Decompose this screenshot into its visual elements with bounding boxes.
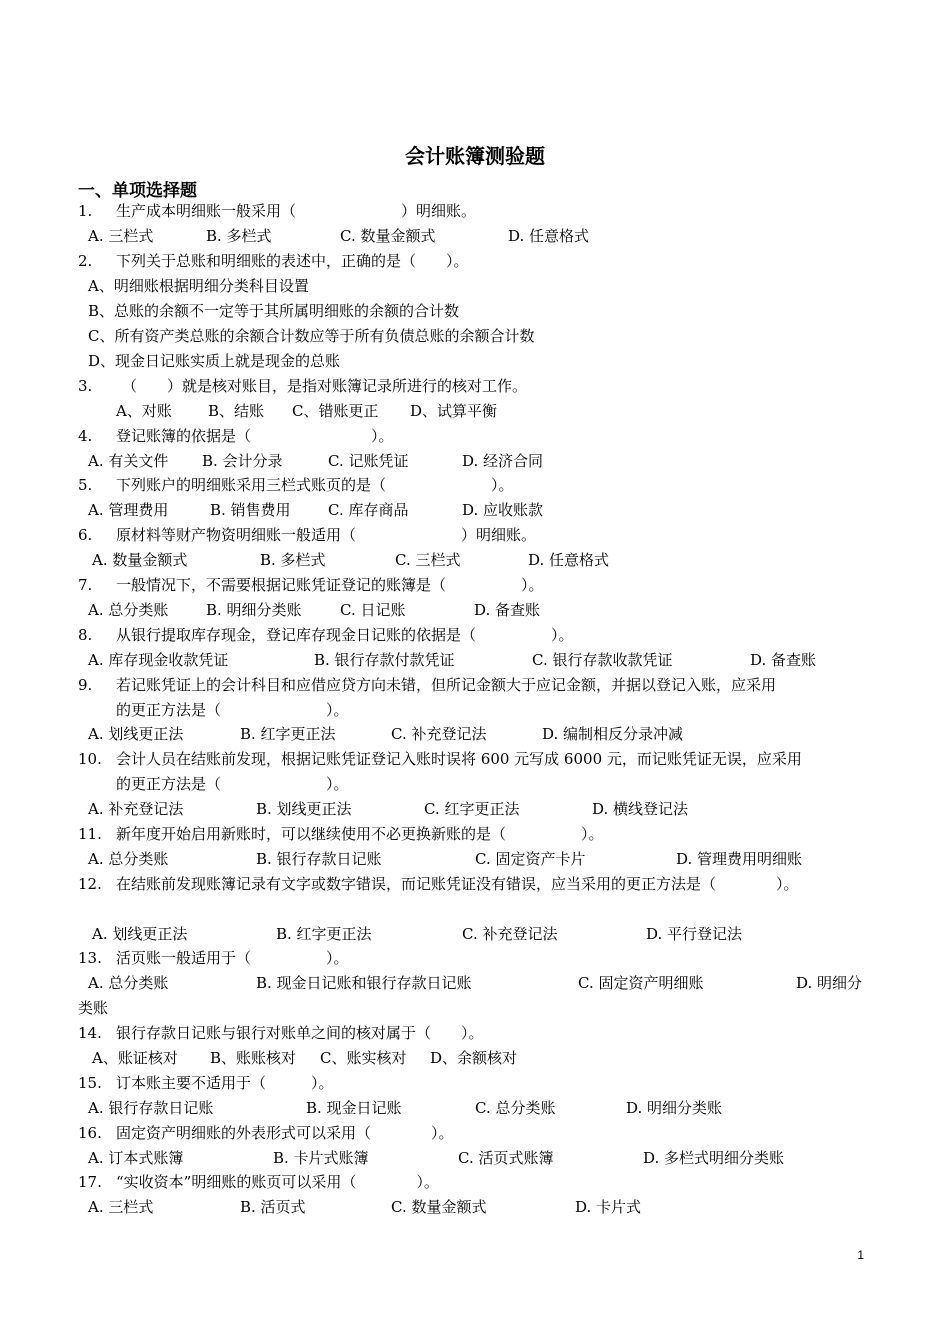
option-d: D. 编制相反分录冲减 (542, 725, 684, 743)
option-c: C. 总分类账 (475, 1099, 556, 1117)
question-number: 11. (78, 825, 102, 843)
option-d: D. 多栏式明细分类账 (643, 1149, 785, 1167)
option-c: C、账实核对 (320, 1049, 407, 1067)
option-d: D. 备查账 (750, 651, 817, 669)
option-a: A、账证核对 (92, 1049, 178, 1067)
question-number: 5. (78, 476, 93, 494)
option-a: A. 三栏式 (88, 1198, 154, 1216)
option-b: B. 现金日记账和银行存款日记账 (256, 974, 472, 992)
option-d: D. 备查账 (474, 601, 541, 619)
page-number: 1 (857, 1248, 864, 1262)
option-a: A. 有关文件 (88, 452, 169, 470)
option-a: A、对账 (116, 402, 172, 420)
option-c: C. 固定资产明细账 (578, 974, 704, 992)
option-d: D. 任意格式 (528, 551, 610, 569)
question-number: 13. (78, 949, 102, 967)
question-number: 12. (78, 875, 102, 893)
question-stem: 登记账簿的依据是（ ）。 (116, 427, 394, 445)
question-stem: 下列关于总账和明细账的表述中，正确的是（ ）。 (116, 252, 469, 270)
option-c: C. 补充登记法 (462, 925, 558, 943)
question-number: 4. (78, 427, 93, 445)
question-stem: 一般情况下，不需要根据记账凭证登记的账簿是（ ）。 (116, 576, 544, 594)
option-b: B、结账 (208, 402, 265, 420)
option-c: C. 补充登记法 (391, 725, 487, 743)
option-b: B、总账的余额不一定等于其所属明细账的余额的合计数 (88, 302, 460, 320)
option-c: C. 三栏式 (395, 551, 461, 569)
option-b: B. 多栏式 (206, 227, 272, 245)
question-stem: “实收资本”明细账的账页可以采用（ ）。 (116, 1173, 439, 1191)
option-d: D. 平行登记法 (646, 925, 743, 943)
option-d: D. 卡片式 (575, 1198, 642, 1216)
question-stem: 银行存款日记账与银行对账单之间的核对属于（ ）。 (116, 1024, 484, 1042)
question-number: 15. (78, 1074, 102, 1092)
question-number: 6. (78, 526, 93, 544)
question-stem: 生产成本明细账一般采用（ ）明细账。 (116, 202, 477, 220)
question-stem: （ ）就是核对账目，是指对账簿记录所进行的核对工作。 (122, 377, 528, 395)
option-a: A. 总分类账 (88, 850, 169, 868)
option-b: B. 活页式 (240, 1198, 306, 1216)
option-d: D、余额核对 (430, 1049, 518, 1067)
question-stem-continued: 的更正方法是（ ）。 (116, 775, 349, 793)
option-c: C. 红字更正法 (424, 800, 520, 818)
option-c: C. 日记账 (340, 601, 406, 619)
option-c: C. 固定资产卡片 (475, 850, 586, 868)
option-a: A. 划线更正法 (92, 925, 188, 943)
question-number: 16. (78, 1124, 102, 1142)
option-c: C. 记账凭证 (328, 452, 409, 470)
option-d: D. 任意格式 (508, 227, 590, 245)
option-b: B、账账核对 (210, 1049, 297, 1067)
option-d: D、试算平衡 (410, 402, 498, 420)
document-title: 会计账簿测验题 (405, 144, 545, 168)
question-stem: 从银行提取库存现金，登记库存现金日记账的依据是（ ）。 (116, 626, 574, 644)
option-b: B. 银行存款日记账 (256, 850, 382, 868)
option-a: A、明细账根据明细分类科目设置 (88, 277, 309, 295)
option-a: A. 银行存款日记账 (88, 1099, 214, 1117)
option-b: B. 红字更正法 (240, 725, 336, 743)
question-stem: 下列账户的明细账采用三栏式账页的是（ ）。 (116, 476, 514, 494)
option-a: A. 总分类账 (88, 974, 169, 992)
option-c: C. 数量金额式 (340, 227, 436, 245)
option-a: A. 数量金额式 (92, 551, 188, 569)
option-a: A. 总分类账 (88, 601, 169, 619)
option-b: B. 明细分类账 (206, 601, 302, 619)
option-b: B. 红字更正法 (276, 925, 372, 943)
question-number: 7. (78, 576, 93, 594)
option-d-continued: 类账 (78, 999, 109, 1017)
option-a: A. 划线更正法 (88, 725, 184, 743)
option-c: C. 活页式账簿 (458, 1149, 554, 1167)
question-stem: 原材料等财产物资明细账一般适用（ ）明细账。 (116, 526, 537, 544)
question-number: 9. (78, 676, 93, 694)
option-d: D. 横线登记法 (592, 800, 689, 818)
section-heading: 一、单项选择题 (78, 181, 197, 201)
option-c: C. 库存商品 (328, 501, 409, 519)
option-a: A. 三栏式 (88, 227, 154, 245)
question-number: 17. (78, 1173, 102, 1191)
question-number: 1. (78, 202, 93, 220)
option-d: D. 明细分 (796, 974, 863, 992)
option-b: B. 卡片式账簿 (273, 1149, 369, 1167)
option-c: C. 数量金额式 (391, 1198, 487, 1216)
option-d: D、现金日记账实质上就是现金的总账 (88, 352, 341, 370)
option-b: B. 多栏式 (260, 551, 326, 569)
question-stem: 活页账一般适用于（ ）。 (116, 949, 349, 967)
question-stem: 在结账前发现账簿记录有文字或数字错误，而记账凭证没有错误，应当采用的更正方法是（ ）。 (116, 875, 799, 893)
question-number: 8. (78, 626, 93, 644)
option-b: B. 划线更正法 (256, 800, 352, 818)
option-c: C、所有资产类总账的余额合计数应等于所有负债总账的余额合计数 (88, 327, 535, 345)
option-b: B. 银行存款付款凭证 (314, 651, 455, 669)
option-b: B. 会计分录 (202, 452, 283, 470)
question-stem: 新年度开始启用新账时，可以继续使用不必更换新账的是（ ）。 (116, 825, 604, 843)
question-number: 14. (78, 1024, 102, 1042)
option-b: B. 销售费用 (210, 501, 291, 519)
option-d: D. 管理费用明细账 (676, 850, 803, 868)
question-number: 3. (78, 377, 93, 395)
option-a: A. 补充登记法 (88, 800, 184, 818)
option-b: B. 现金日记账 (306, 1099, 402, 1117)
option-d: D. 应收账款 (462, 501, 544, 519)
option-c: C. 银行存款收款凭证 (532, 651, 673, 669)
option-c: C、错账更正 (292, 402, 379, 420)
option-d: D. 经济合同 (462, 452, 544, 470)
question-stem: 会计人员在结账前发现，根据记账凭证登记入账时误将 600 元写成 6000 元，而记账凭证无误，应采用 (116, 750, 802, 768)
option-d: D. 明细分类账 (626, 1099, 723, 1117)
question-stem: 固定资产明细账的外表形式可以采用（ ）。 (116, 1124, 454, 1142)
question-stem: 订本账主要不适用于（ ）。 (116, 1074, 334, 1092)
question-stem: 若记账凭证上的会计科目和应借应贷方向未错，但所记金额大于应记金额，并据以登记入账，应采用 (116, 676, 777, 694)
option-a: A. 管理费用 (88, 501, 169, 519)
question-stem-continued: 的更正方法是（ ）。 (116, 701, 349, 719)
question-number: 2. (78, 252, 93, 270)
option-a: A. 订本式账簿 (88, 1149, 184, 1167)
option-a: A. 库存现金收款凭证 (88, 651, 229, 669)
question-number: 10. (78, 750, 102, 768)
